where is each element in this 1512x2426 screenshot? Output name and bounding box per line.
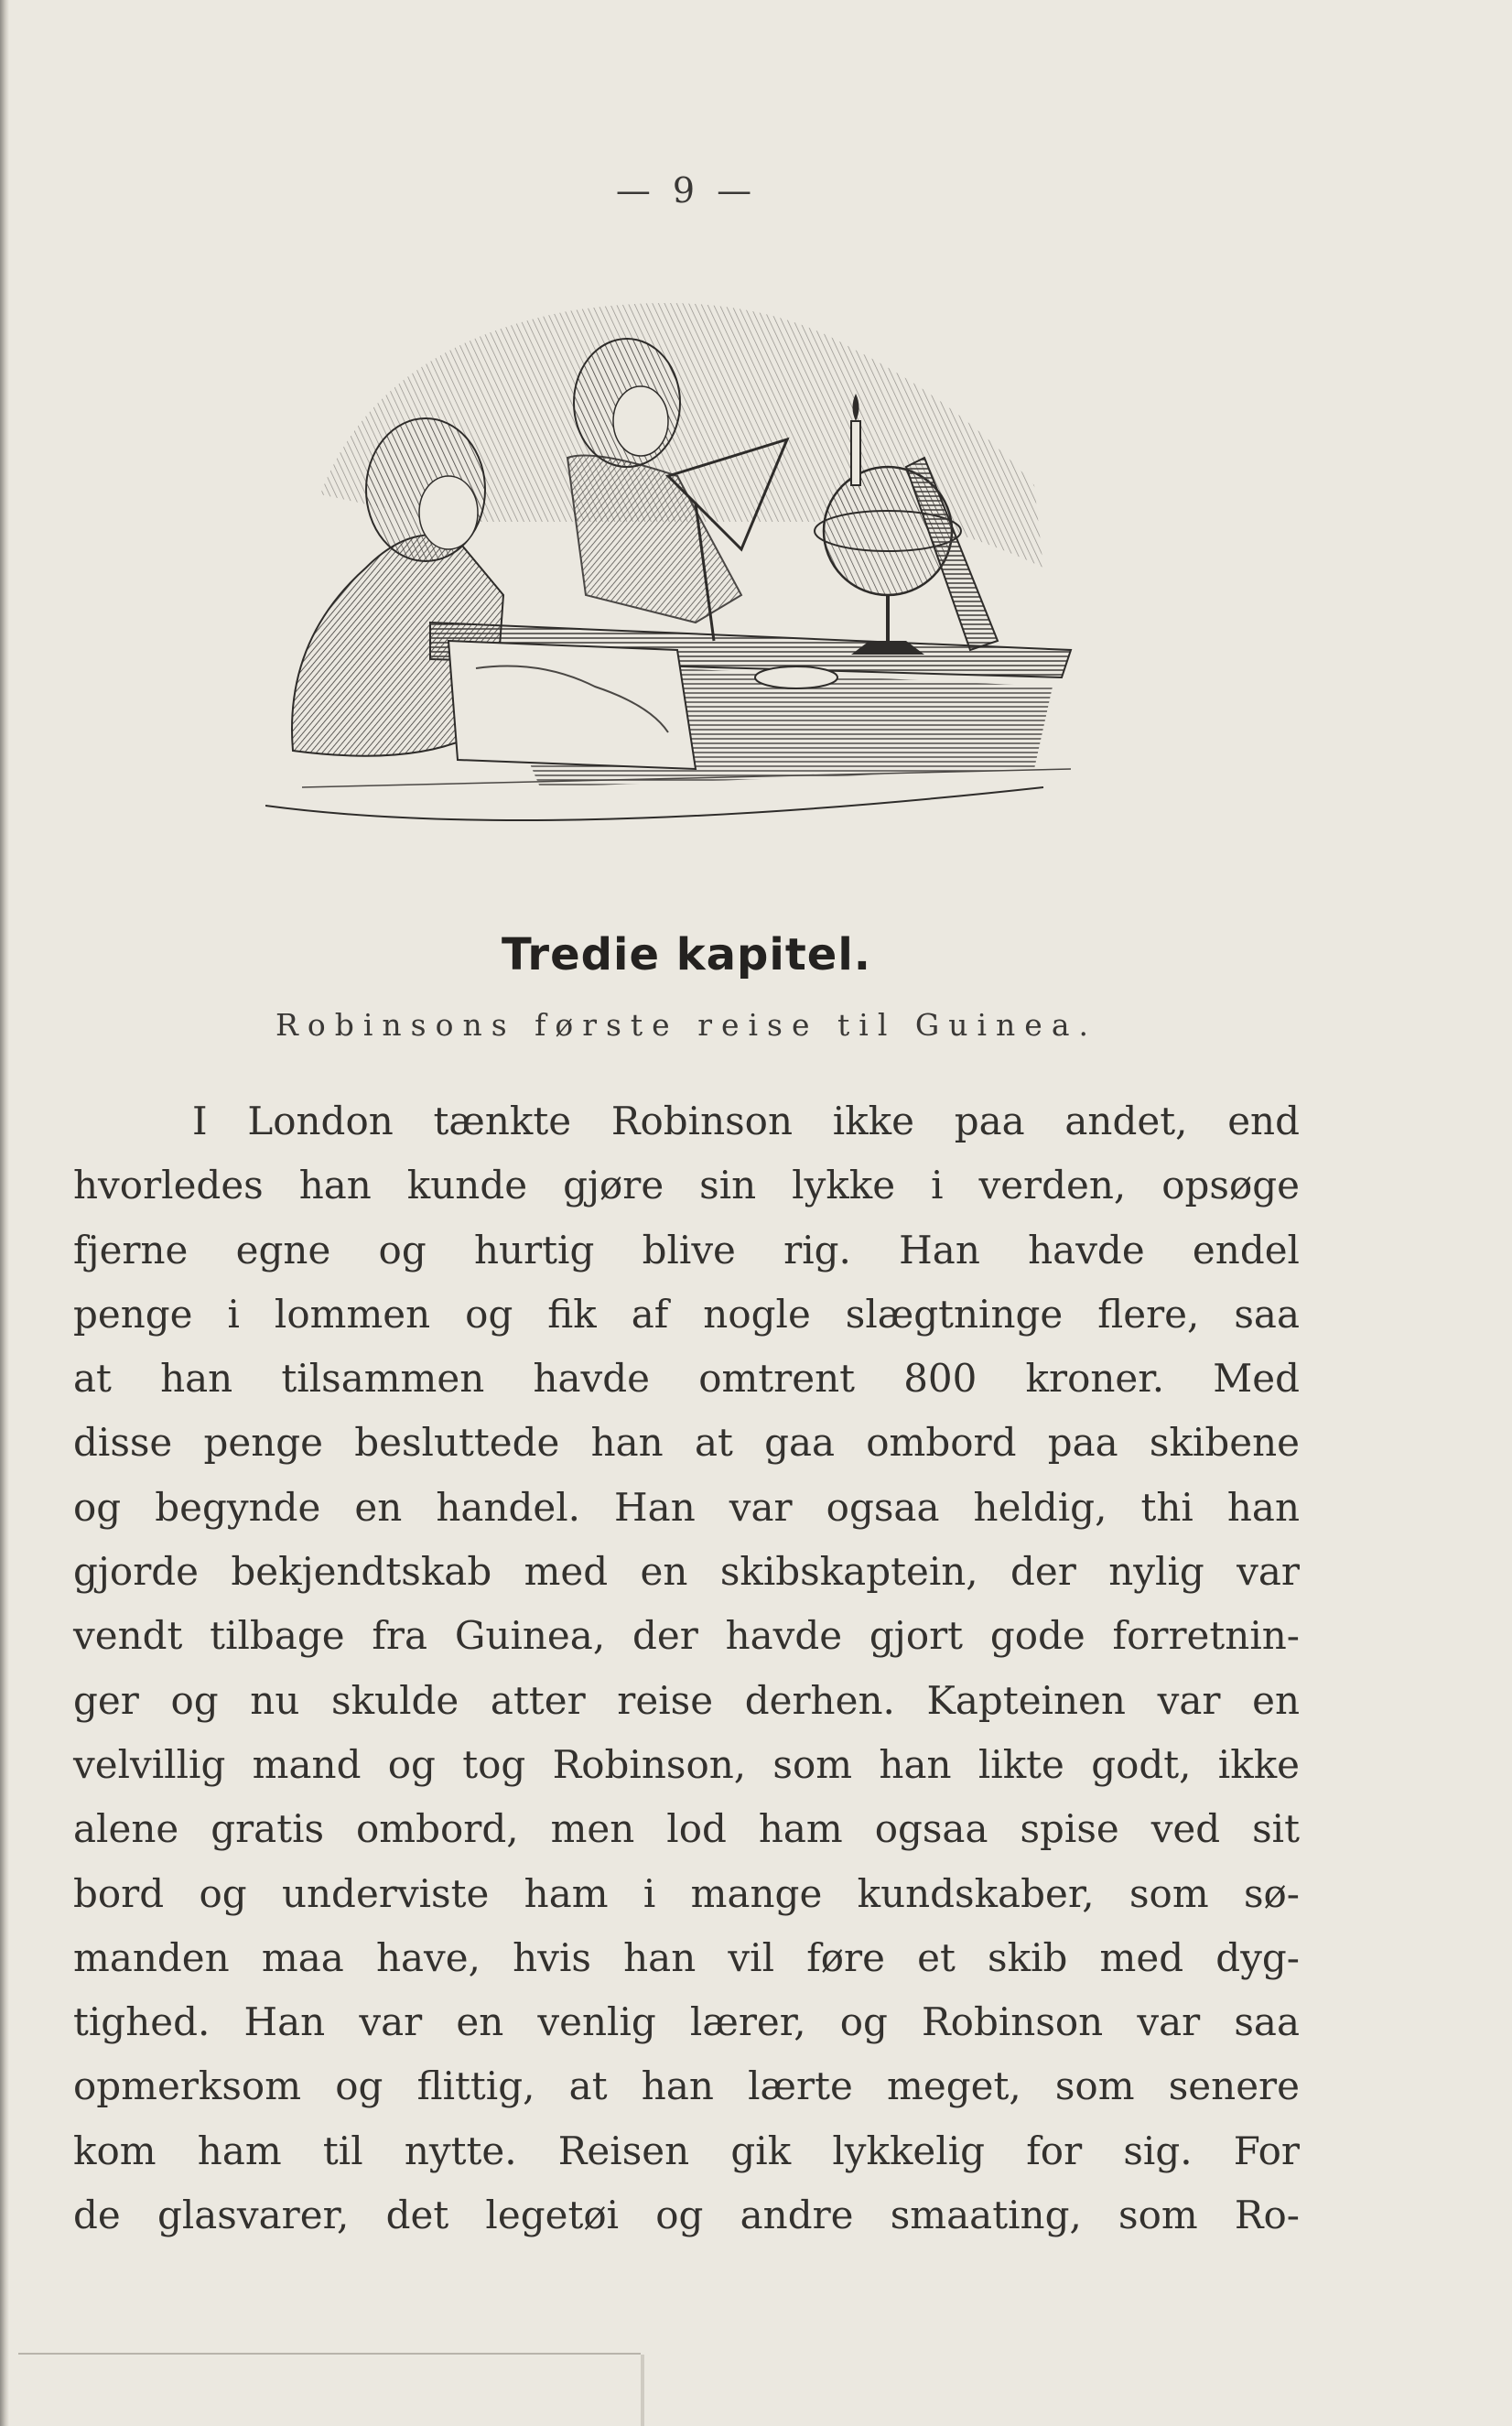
text-line: ger og nu skulde atter reise derhen. Kapteinen var en — [73, 1677, 1300, 1723]
text-line: alene gratis ombord, men lod ham ogsaa spise ved sit — [73, 1806, 1300, 1852]
text-line: og begynde en handel. Han var ogsaa heldig, thi han — [73, 1484, 1300, 1530]
text-line: I London tænkte Robinson ikke paa andet, end — [192, 1099, 1300, 1143]
text-line: penge i lommen og fik af nogle slægtninge flere, saa — [73, 1291, 1300, 1337]
text-line: tighed. Han var en venlig lærer, og Robinson var saa — [73, 1999, 1300, 2045]
text-line: opmerksom og flittig, at han lærte meget, som senere — [73, 2063, 1300, 2109]
text-line: bord og underviste ham i mange kundskaber, som sø- — [73, 1870, 1300, 1916]
body-text — [73, 1089, 1300, 2247]
chapter-subtitle: Robinsons første reise til Guinea. — [275, 1007, 1097, 1043]
text-line: vendt tilbage fra Guinea, der havde gjort gode forretnin- — [73, 1613, 1300, 1659]
text-line: kom ham til nytte. Reisen gik lykkelig for sig. For — [73, 2128, 1300, 2173]
chapter-title: Tredie kapitel. — [501, 929, 872, 980]
text-line: at han tilsammen havde omtrent 800 kroner. Med — [73, 1356, 1300, 1402]
text-line: gjorde bekjendtskab med en skibskaptein, der nylig var — [73, 1549, 1300, 1595]
text-line: de glasvarer, det legetøi og andre smaating, som Ro- — [73, 2193, 1300, 2238]
page-bottom-corner — [641, 2355, 644, 2426]
page-bottom-edge — [18, 2353, 641, 2355]
text-line: manden maa have, hvis han vil føre et skib med dyg- — [73, 1934, 1300, 1980]
text-line: fjerne egne og hurtig blive rig. Han havde endel — [73, 1227, 1300, 1273]
page-number: — 9 — — [615, 170, 758, 211]
chapter-illustration — [265, 293, 1089, 842]
text-line: disse penge besluttede han at gaa ombord paa skibene — [73, 1420, 1300, 1466]
text-line: velvillig mand og tog Robinson, som han likte godt, ikke — [73, 1741, 1300, 1787]
text-line: hvorledes han kunde gjøre sin lykke i verden, opsøge — [73, 1163, 1300, 1208]
page-binding-edge — [0, 0, 9, 2426]
